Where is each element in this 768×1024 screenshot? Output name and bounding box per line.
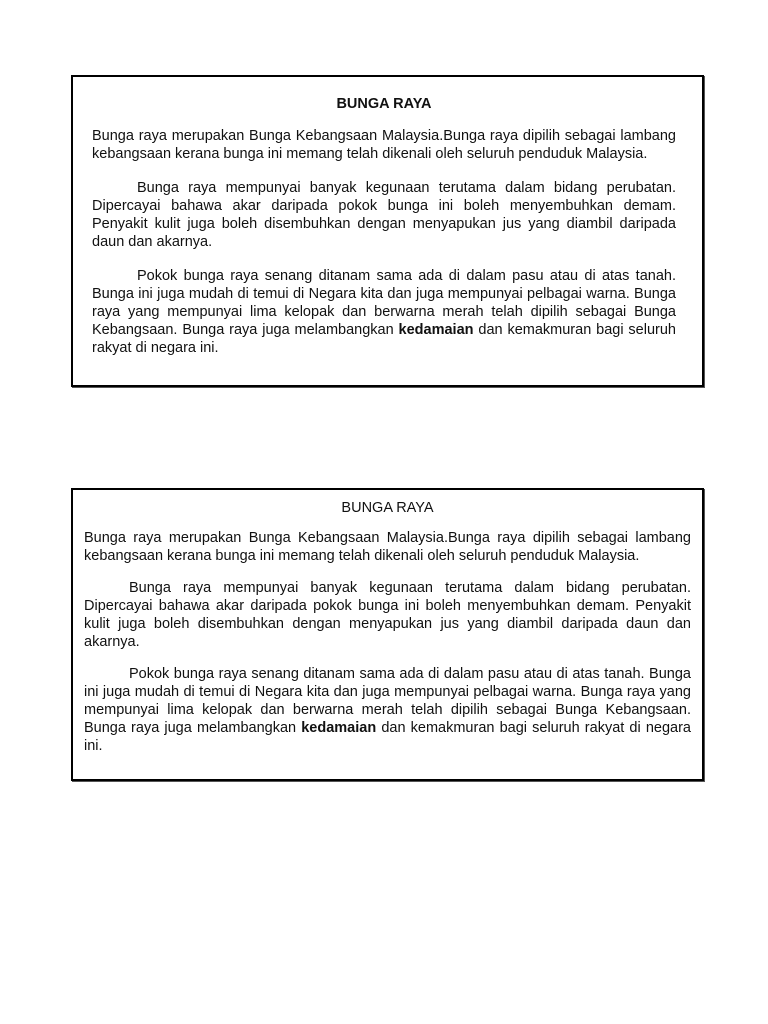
text-box-2 [71, 488, 704, 781]
box2-paragraph-2: Bunga raya mempunyai banyak kegunaan terutama dalam bidang perubatan. Dipercayai bahawa akar daripada pokok bunga ini boleh menyembuhkan demam. Penyakit kulit juga boleh disembuhkan dengan menyapukan jus yang diambil daripada daun dan akarnya. [84, 580, 691, 650]
box1-paragraph-3-start: Pokok bunga raya senang ditanam sama ada di dalam pasu atau di atas tanah. Bunga ini juga mudah di temui di Negara kita dan juga mempunyai pelbagai warna. Bunga raya yang mempunyai lima kelopak dan berwarna merah telah dipilih sebagai Bunga Kebangsaan. Bunga raya juga melambangkan [92, 268, 676, 338]
box2-paragraph-3-end: dan kemakmuran bagi seluruh rakyat di negara ini. [84, 720, 691, 754]
box1-paragraph-1: Bunga raya merupakan Bunga Kebangsaan Malaysia.Bunga raya dipilih sebagai lambang kebangsaan kerana bunga ini memang telah dikenali oleh seluruh penduduk Malaysia. [92, 128, 676, 162]
box2-title: BUNGA RAYA [341, 500, 434, 516]
text-box-1 [71, 75, 704, 387]
box2-paragraph-1: Bunga raya merupakan Bunga Kebangsaan Malaysia.Bunga raya dipilih sebagai lambang kebangsaan kerana bunga ini memang telah dikenali oleh seluruh penduduk Malaysia. [84, 530, 691, 564]
box1-paragraph-2: Bunga raya mempunyai banyak kegunaan terutama dalam bidang perubatan. Dipercayai bahawa akar daripada pokok bunga ini boleh menyembuhkan demam. Penyakit kulit juga boleh disembuhkan dengan menyapukan jus yang diambil daripada daun dan akarnya. [92, 180, 676, 250]
box2-paragraph-3 [84, 665, 691, 755]
box1-bold-word: kedamaian [398, 322, 474, 338]
box1-title: BUNGA RAYA [336, 96, 432, 112]
box2-paragraph-3-start: Pokok bunga raya senang ditanam sama ada di dalam pasu atau di atas tanah. Bunga ini juga mudah di temui di Negara kita dan juga mempunyai pelbagai warna. Bunga raya yang mempunyai lima kelopak dan berwarna merah telah dipilih sebagai Bunga Kebangsaan. Bunga raya juga melambangkan [84, 666, 691, 736]
box1-paragraph-3 [92, 267, 676, 357]
box2-bold-word: kedamaian [301, 720, 377, 736]
box1-paragraph-3-end: dan kemakmuran bagi seluruh rakyat di negara ini. [92, 322, 676, 356]
